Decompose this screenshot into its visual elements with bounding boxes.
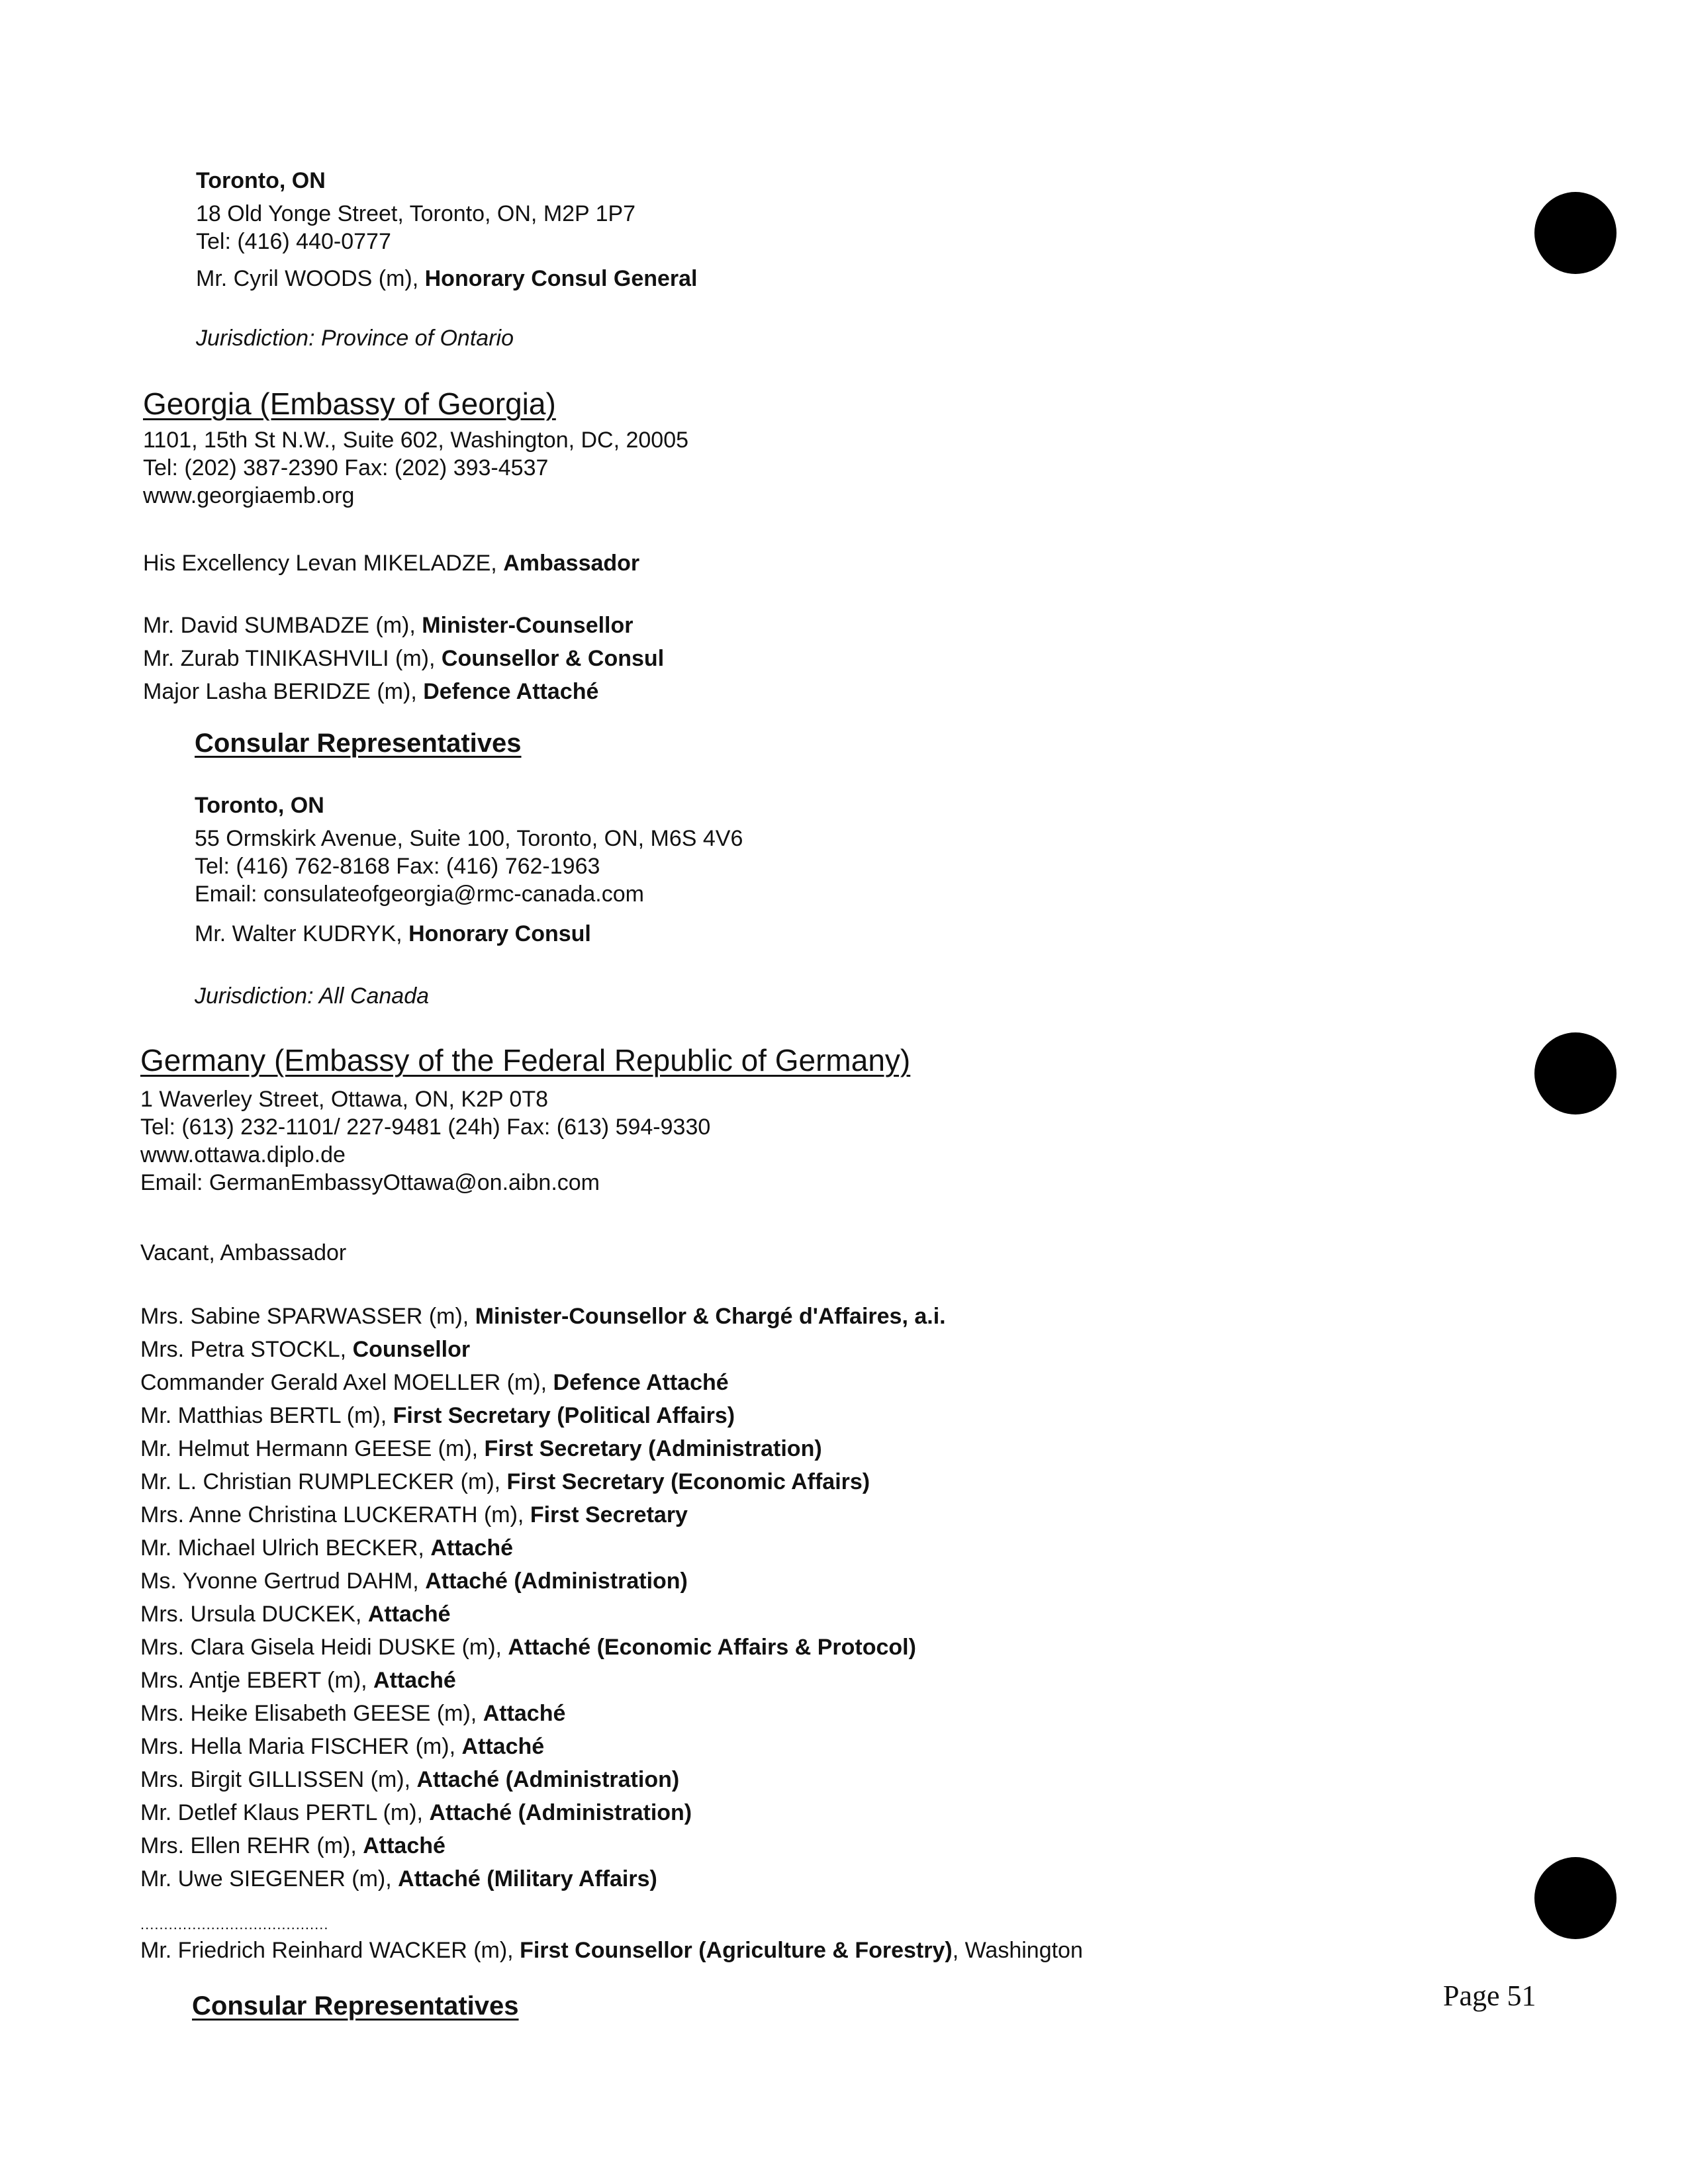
georgia-consulate-email: Email: consulateofgeorgia@rmc-canada.com <box>195 882 644 907</box>
staff-title: Attaché <box>483 1701 566 1726</box>
staff-entry <box>143 645 664 672</box>
staff-title: Minister-Counsellor & Chargé d'Affaires, a.i. <box>475 1304 946 1329</box>
germany-website: www.ottawa.diplo.de <box>140 1142 346 1167</box>
staff-name: Major Lasha BERIDZE (m), <box>143 679 424 704</box>
staff-entry <box>140 1832 445 1860</box>
separator-dots: ........................................ <box>140 1916 329 1933</box>
staff-title: First Secretary <box>530 1502 688 1527</box>
georgia-address: 1101, 15th St N.W., Suite 602, Washington, DC, 20005 <box>143 428 689 453</box>
staff-title: First Secretary (Administration) <box>484 1436 822 1461</box>
staff-title: Attaché (Economic Affairs & Protocol) <box>508 1635 916 1660</box>
staff-name: Mr. L. Christian RUMPLECKER (m), <box>140 1469 507 1494</box>
nonresident-staff-entry <box>140 1936 1083 1964</box>
staff-name: Ms. Yvonne Gertrud DAHM, <box>140 1569 426 1594</box>
staff-entry <box>140 1468 870 1496</box>
staff-name: Mr. Uwe SIEGENER (m), <box>140 1866 399 1891</box>
staff-title: Attaché <box>461 1734 545 1759</box>
georgia-consulate-address: 55 Ormskirk Avenue, Suite 100, Toronto, ON, M6S 4V6 <box>195 826 743 851</box>
staff-entry <box>140 1600 451 1628</box>
germany-email: Email: GermanEmbassyOttawa@on.aibn.com <box>140 1170 600 1195</box>
germany-address: 1 Waverley Street, Ottawa, ON, K2P 0T8 <box>140 1087 549 1112</box>
staff-location: , Washington <box>952 1938 1083 1963</box>
germany-ambassador: Vacant, Ambassador <box>140 1240 347 1265</box>
staff-title: Attaché <box>363 1833 445 1858</box>
georgia-consulate-tel: Tel: (416) 762-8168 Fax: (416) 762-1963 <box>195 854 600 879</box>
staff-title: Attaché (Administration) <box>429 1800 692 1825</box>
germany-tel: Tel: (613) 232-1101/ 227-9481 (24h) Fax: (613) 594-9330 <box>140 1115 711 1140</box>
staff-name: Mr. Michael Ulrich BECKER, <box>140 1535 431 1561</box>
staff-entry <box>140 1567 688 1595</box>
staff-entry <box>140 1865 657 1893</box>
staff-title: Attaché <box>430 1535 514 1561</box>
georgia-consular-heading: Consular Representatives <box>195 729 522 758</box>
staff-title: Attaché (Administration) <box>416 1767 680 1792</box>
staff-title: Attaché (Military Affairs) <box>398 1866 657 1891</box>
punch-hole-top <box>1534 192 1617 274</box>
germany-consular-heading: Consular Representatives <box>192 1991 519 2021</box>
staff-entry <box>140 1666 456 1694</box>
punch-hole-middle <box>1534 1032 1617 1115</box>
consulate-address: 18 Old Yonge Street, Toronto, ON, M2P 1P7 <box>196 201 636 226</box>
staff-name: Mr. Matthias BERTL (m), <box>140 1403 393 1428</box>
germany-heading: Germany (Embassy of the Federal Republic of Germany) <box>140 1043 911 1077</box>
staff-title: First Secretary (Political Affairs) <box>393 1403 735 1428</box>
staff-title: First Secretary (Economic Affairs) <box>506 1469 870 1494</box>
staff-entry <box>143 612 633 639</box>
staff-name: Mrs. Antje EBERT (m), <box>140 1668 374 1693</box>
staff-name: Mr. Helmut Hermann GEESE (m), <box>140 1436 485 1461</box>
ambassador-name: His Excellency Levan MIKELADZE, <box>143 551 504 576</box>
staff-entry <box>140 1302 946 1330</box>
page-number: Page 51 <box>1443 1979 1536 2012</box>
staff-name: Mrs. Birgit GILLISSEN (m), <box>140 1767 417 1792</box>
georgia-ambassador <box>143 549 639 577</box>
staff-entry <box>140 1369 729 1396</box>
staff-name: Mr. Friedrich Reinhard WACKER (m), <box>140 1938 520 1963</box>
staff-name: Mr. Zurab TINIKASHVILI (m), <box>143 646 442 671</box>
staff-title: Attaché (Administration) <box>425 1569 688 1594</box>
staff-title: Counsellor & Consul <box>441 646 665 671</box>
staff-title: Attaché <box>373 1668 456 1693</box>
staff-entry <box>140 1435 822 1463</box>
staff-entry <box>140 1633 916 1661</box>
staff-name: Mrs. Ellen REHR (m), <box>140 1833 363 1858</box>
staff-name: Mrs. Ursula DUCKEK, <box>140 1602 368 1627</box>
staff-title: Counsellor <box>352 1337 471 1362</box>
consulate-city: Toronto, ON <box>196 168 326 193</box>
georgia-consulate-jurisdiction: Jurisdiction: All Canada <box>195 983 430 1009</box>
consulate-tel: Tel: (416) 440-0777 <box>196 229 391 254</box>
staff-name: Commander Gerald Axel MOELLER (m), <box>140 1370 553 1395</box>
staff-name: Mrs. Sabine SPARWASSER (m), <box>140 1304 475 1329</box>
staff-name: Mrs. Petra STOCKL, <box>140 1337 353 1362</box>
staff-entry <box>140 1733 544 1760</box>
staff-entry <box>140 1799 692 1827</box>
georgia-consulate-representative <box>195 920 591 948</box>
staff-name: Mr. Detlef Klaus PERTL (m), <box>140 1800 430 1825</box>
staff-entry <box>143 678 598 705</box>
staff-entry <box>140 1534 513 1562</box>
staff-name: Mr. David SUMBADZE (m), <box>143 613 422 638</box>
staff-entry <box>140 1336 470 1363</box>
staff-name: Mrs. Clara Gisela Heidi DUSKE (m), <box>140 1635 508 1660</box>
consulate-jurisdiction: Jurisdiction: Province of Ontario <box>196 326 514 351</box>
staff-title: Defence Attaché <box>423 679 599 704</box>
consulate-representative <box>196 265 698 293</box>
rep-name: Mr. Cyril WOODS (m), <box>196 266 425 291</box>
staff-entry <box>140 1700 565 1727</box>
georgia-heading: Georgia (Embassy of Georgia) <box>143 387 556 421</box>
punch-hole-bottom <box>1534 1857 1617 1939</box>
staff-entry <box>140 1501 688 1529</box>
staff-name: Mrs. Hella Maria FISCHER (m), <box>140 1734 462 1759</box>
rep-title: Honorary Consul General <box>424 266 698 291</box>
staff-title: Defence Attaché <box>553 1370 729 1395</box>
staff-entry <box>140 1766 679 1794</box>
staff-name: Mrs. Heike Elisabeth GEESE (m), <box>140 1701 483 1726</box>
staff-title: Minister-Counsellor <box>422 613 633 638</box>
staff-entry <box>140 1402 735 1430</box>
georgia-website: www.georgiaemb.org <box>143 483 355 508</box>
georgia-tel: Tel: (202) 387-2390 Fax: (202) 393-4537 <box>143 455 549 480</box>
ambassador-title: Ambassador <box>503 551 640 576</box>
georgia-consulate-city: Toronto, ON <box>195 793 324 818</box>
staff-title: First Counsellor (Agriculture & Forestry) <box>520 1938 953 1963</box>
rep-title: Honorary Consul <box>408 921 591 946</box>
rep-name: Mr. Walter KUDRYK, <box>195 921 409 946</box>
staff-title: Attaché <box>367 1602 451 1627</box>
staff-name: Mrs. Anne Christina LUCKERATH (m), <box>140 1502 530 1527</box>
